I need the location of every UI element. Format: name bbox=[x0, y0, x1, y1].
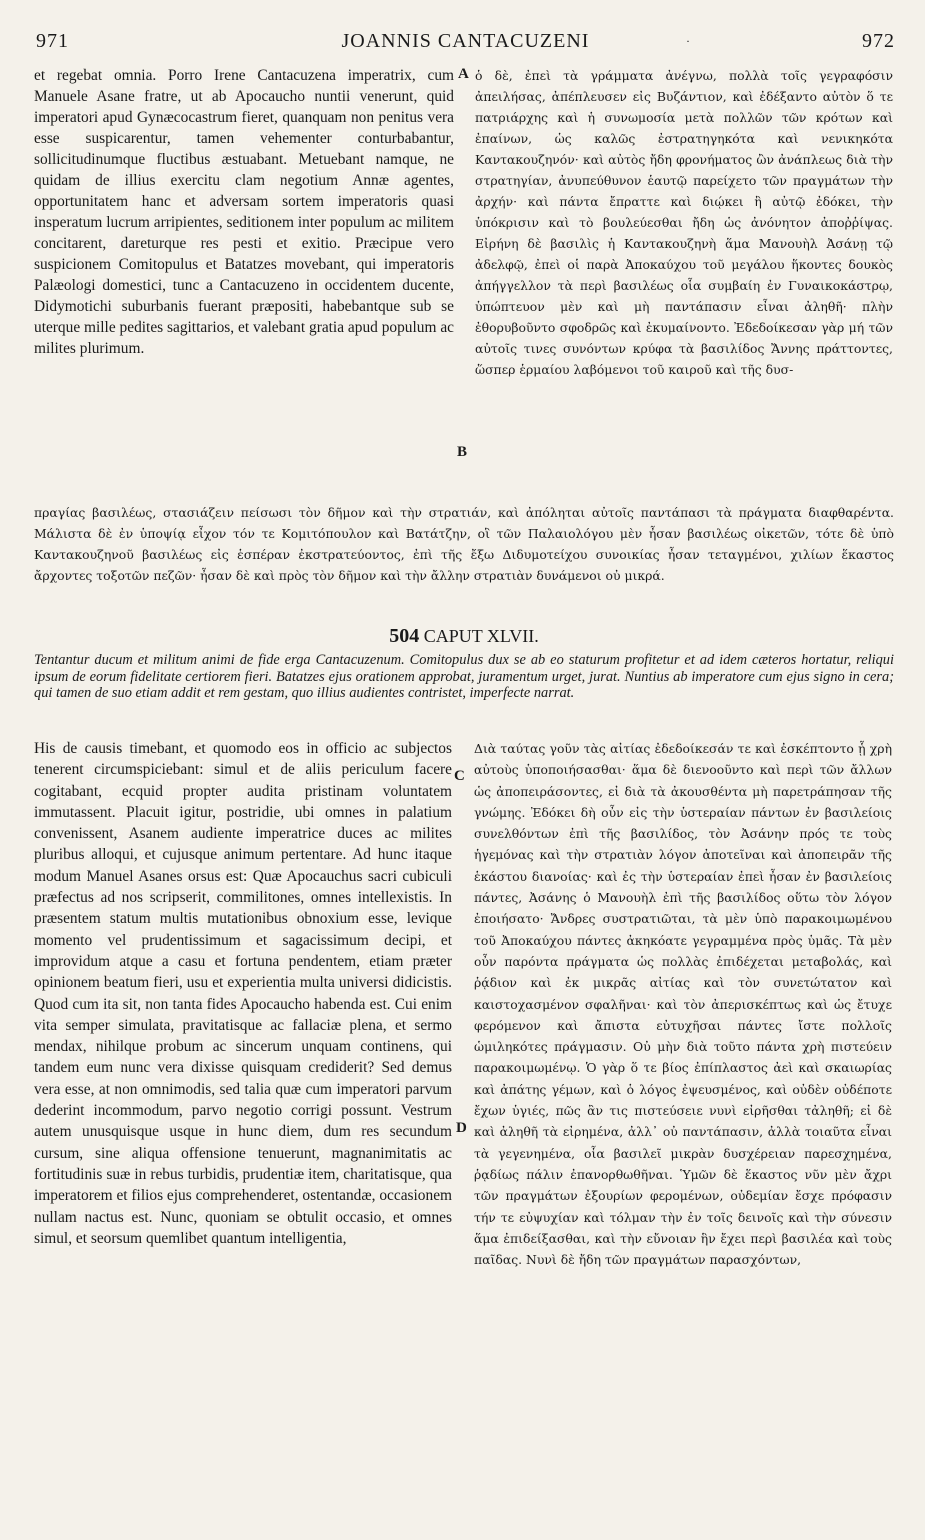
running-title: JOANNIS CANTACUZENI bbox=[341, 30, 590, 52]
margin-letter-b: B bbox=[457, 444, 468, 460]
margin-letter-d: D bbox=[456, 1120, 467, 1136]
greek-text-lower: Διὰ ταύτας γοῦν τὰς αἰτίας ἐδεδοίκεσάν τε καὶ ἐσκέπτοντο ᾗ χρὴ αὐτοὺς ὑποποιήσασθαι· ἅμα δὲ διενοοῦντο καὶ περὶ τῶν ἄλλων ὡς ἀποπειράσοντες, εἰ διὰ τὰ ἀκουσθέντα μὴ παρετράπησαν τῆς γνώμης. Ἐδόκει δὴ οὖν εἰς τὴν ὑστεραίαν πάντων ἐν βασιλείοις συνελθόντων ἐπὶ τῆς βασιλίδος, τὸν Ἀσάνην πρός τε τοὺς ἡγεμόνας καὶ τὴν στρατιὰν λόγον ἀποτεῖναι καὶ ἀποπειρᾶν τῆς ἑκάστου διανοίας· καὶ ἐς τὴν ὑστεραίαν ἐπεὶ ἦσαν ἐν βασιλείοις πάντες, Ἀσάνης ὁ Μανουὴλ ἐπὶ τῆς βασιλίδος οὕτω τὸν λόγον ἐποιήσατο· Ἄνδρες συστρατιῶται, τὰ μὲν ὑπὸ παρακοιμωμένου τοῦ Ἀποκαύχου πάντες ἀκηκόατε γεγραμμένα πρὸς ὑμᾶς. Τὰ μὲν οὖν παρόντα πράγματα ὡς πολλὰς ἐπιδέχεται μεταβολάς, καὶ ῥᾴδιον καὶ ἐκ μικρᾶς αἰτίας καὶ τὸν συνετώτατον καὶ καιστοχασμένον σφαλῆναι· καὶ τὸν ἀπερισκέπτως καὶ ὡς ἔτυχε φερόμενον καὶ ἄπιστα εὐτυχῆσαι πάντες ἴστε πολλοῖς ὡμιληκότες πράγμασιν. Οὐ μὴν διὰ τοῦτο πάντα χρὴ πιστεύειν παρακοιμωμένῳ. Ὁ γὰρ ὅ τε βίος ἐπίπλαστος ἀεὶ καὶ σκαιωρίας καὶ ἀπάτης γέμων, καὶ ὁ λόγος ἐψευσμένος, καὶ οὐδὲν οὐδέποτε ἔχων ὑγιές, πῶς ἂν τις πιστεύσειε νυνὶ εἰρῆσθαι τἀληθῆ; εἰ δὲ καὶ ἀληθῆ τὰ εἰρημένα, ἀλλ᾽ οὐ παντάπασιν, ἀλλὰ τοιαῦτα εἶναι τὰ γεγενημένα, οἷα βασιλεῖ μικρὰν δυσχέρειαν παρεσχημένα, ῥᾳδίως πάλιν ἐπανορθωθῆναι. Ὑμῶν δὲ ἕκαστος νῦν μὲν ἄχρι τῶν πραγμάτων ἐξουρίων φερομένων, οὐδεμίαν ἔσχε πρόφασιν τήν τε εὐψυχίαν καὶ τόλμαν τὴν ἐν τοῖς δεινοῖς καὶ τὴν σύνεσιν ἅμα ἐπιδείξασθαι, καὶ τὴν εὔνοιαν ἣν ἔχει περὶ βασιλέα καὶ τοὺς παῖδας. Νυνὶ δὲ ἤδη τῶν πραγμάτων παρασχόντων, bbox=[474, 741, 892, 1268]
margin-letter-a: A bbox=[458, 66, 469, 82]
latin-text-upper: et regebat omnia. Porro Irene Cantacuzena imperatrix, cum Manuele Asane fratre, ut ab Apocaucho nuntii venerunt, quid imperatori apud Gynæcocastrum fieret, quanquam non penitus vera esse suspicarentur, tamen vehementer conturbabantur, sollicitudinumque fluctibus æstuabant. Metuebant namque, ne quidam de illius exercitu clam negotium Annæ agentes, opportunitatem hanc et adversam sortem imperatoris quasi insperatum lucrum arripientes, seditionem inter populum ac militem concitarent, dareturque res pesti et exitio. Præcipue vero suspicionem Comitopulus et Batatzes movebant, qui imperatoris Palæologi domestici, tunc a Cantacuzeno in occidentem ducente, Didymotichi suburbanis fuerant præpositi, habebantque sub se uterque mille pedites sagittarios, et valebant gratia apud populum ac milites plurimum. bbox=[34, 67, 454, 357]
greek-column-upper bbox=[475, 65, 893, 380]
latin-text-lower: His de causis timebant, et quomodo eos in officio ac subjectos tenerent circumspiciebant: simul et de aliis periculum facere cogitabant, ecquid propter audita pristinam voluntatem immutassent. Placuit igitur, postridie, ubi omnes in palatium convenissent, Asanem audiente imperatrice duces ac milites pluribus alloqui, et cujusque animum pertentare. Ad hunc itaque modum Manuel Asanes orsus est: Quæ Apocauchus sacri cubiculi præfectus ad nos scripserit, commilitones, omnes intellexistis. In præsentem statum multis mutationibus obnoxium esse, levique momento vel prudentissimum et sagacissimum decipi, et improvidum atque a casu et fortuna pendentem, etiam præter opinionem beatum fieri, usu et experientia multa universi didicistis. Quod cum ita sit, non tanta fides Apocaucho habenda est. Cui enim vita semper simulata, pravitatisque ac fallaciæ plena, et sermo mendax, nihilque probum ac sincerum unquam continens, qui tandem eum nunc vera dixisse quisquam crediderit? Sed demus vera esse, at non omnimodis, sed talia quæ cum imperatori parvum dederint incommodum, parvo negotio corrigi possunt. Vestrum autem unusquisque usque in hunc diem, dum res secundum cursum, sine aliqua offensione tenuerunt, magnanimitatis ac fortitudinis suæ in rebus turbidis, prudentiæ item, charitatisque, qua imperatorem et filios ejus comprehenderet, ostentandæ, occasionem nullam nactus est. Nunc, quoniam se obtulit occasio, et omnes simul, et seorsum quemlibet quantum intelligentia, bbox=[34, 740, 452, 1247]
left-page-number: 971 bbox=[36, 30, 69, 52]
chapter-heading bbox=[34, 625, 894, 648]
running-header bbox=[36, 30, 895, 54]
right-page-number: 972 bbox=[862, 30, 895, 52]
greek-text-full: πραγίας βασιλέως, στασιάζειν πείσωσι τὸν δῆμον καὶ τὴν στρατιάν, καὶ ἀπόληται αὐτοῖς παντάπασι τὰ πράγματα διαφθαρέντα. Μάλιστα δὲ ἐν ὑποψίᾳ εἶχον τόν τε Κομιτόπουλον καὶ Βατάτζην, οἳ τῶν Παλαιολόγου μὲν ἦσαν βασιλέως οἰκετῶν, τότε δὲ ὑπὸ Καντακουζηνοῦ βασιλέως εἰς ἑσπέραν ἐκστρατεύοντος, ἐπὶ τῆς ἔξω Διδυμοτείχου συνοικίας ἦσαν τεταγμένοι, χιλίων ἕκαστος ἄρχοντες τοξοτῶν πεζῶν· ἦσαν δὲ καὶ πρὸς τὸν δῆμον καὶ τὴν ἄλλην στρατιὰν δυνάμενοι οὐ μικρά. bbox=[34, 505, 894, 583]
latin-column-upper bbox=[34, 65, 454, 359]
greek-full-width bbox=[34, 502, 894, 586]
margin-letter-c: C bbox=[454, 768, 465, 784]
header-dot: · bbox=[686, 34, 691, 48]
chapter-number: 504 bbox=[389, 625, 420, 647]
chapter-title: CAPUT XLVII. bbox=[423, 626, 539, 646]
chapter-summary: Tentantur ducum et militum animi de fide erga Cantacuzenum. Comitopulus dux se ab eo staturum profitetur et ad idem cæteros hortatur, reliqui ipsum de eorum fidelitate certiorem fieri. Batatzes ejus orationem approbat, juramentum urget, jurat. Nuntius ab imperatore cum ejus signo in cera; qui tamen de suo etiam addit et rem gestam, quo illius audientes contristet, imperfecte narrat. bbox=[34, 652, 894, 701]
greek-column-lower bbox=[474, 738, 892, 1270]
latin-column-lower bbox=[34, 738, 452, 1249]
greek-text-upper: ὁ δὲ, ἐπεὶ τὰ γράμματα ἀνέγνω, πολλὰ τοῖς γεγραφόσιν ἀπειλήσας, ἀπέπλευσεν εἰς Βυζάντιον, καὶ ἐδέξαντο αὐτὸν ὅ τε πατριάρχης καὶ ἡ συνωμοσία μετὰ πολλῶν τῶν κρότων καὶ ἐπαίνων, ὡς καλῶς ἐστρατηγηκότα καὶ νενικηκότα Καντακουζηνόν· καὶ αὐτὸς ἤδη φρονήματος ὢν ἀνάπλεως διὰ τὴν στρατηγίαν, ἀνυπεύθυνον ἑαυτῷ παρείχετο τῶν πραγμάτων τὴν ἀρχήν· καὶ πάντα ἔπραττε καὶ διῴκει ἣ αὐτῷ ἐδόκει, τὴν ὑπόκρισιν καὶ τὸ βουλεύεσθαι ἤδη ὡς ἀνόνητον ἀποῤῥίψας. Εἰρήνη δὲ βασιλὶς ἡ Καντακουζηνὴ ἅμα Μανουὴλ Ἀσάνῃ τῷ ἀδελφῷ, ἐπεὶ οἱ παρὰ Ἀποκαύχου τοῦ μεγάλου ἥκοντες δουκὸς ἀπήγγελλον τὰ περὶ βασιλέως οἷα συμβαίη ἐν Γυναικοκάστρῳ, ὑπώπτευον μὲν καὶ μὴ παντάπασιν εἶναι ἀληθῆ· πλὴν ἐθορυβοῦντο σφοδρῶς καὶ ἐκυμαίνοντο. Ἐδεδοίκεσαν γὰρ μή τῶν αὐτοῖς τινες συνόντων κρύφα τὰ βασιλίδος Ἄννης πράττοντες, ὥσπερ ἑρμαίου λαβόμενοι τοῦ καιροῦ καὶ τῆς δυσ- bbox=[475, 68, 893, 377]
